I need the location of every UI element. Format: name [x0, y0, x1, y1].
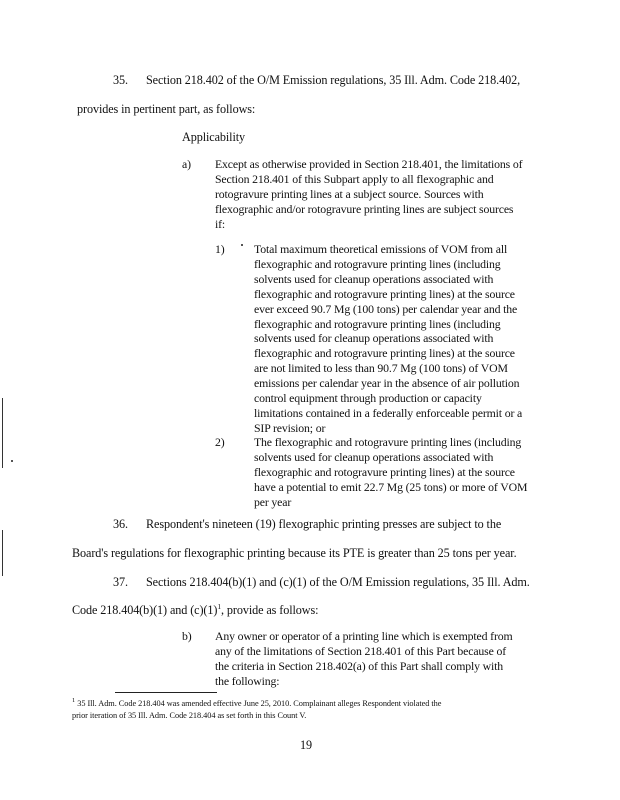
item-b-line: Any owner or operator of a printing line which is exempted from — [215, 629, 513, 643]
item-2-line: solvents used for cleanup operations associated with — [254, 449, 494, 464]
footnote-mark: 1 — [72, 697, 76, 705]
item-1-line: flexographic and rotogravure printing lines) at the source — [254, 346, 515, 361]
item-1-line: limitations contained in a federally enforceable permit or a — [254, 405, 523, 420]
item-2-line: The flexographic and rotogravure printing lines (including — [254, 435, 522, 449]
item-a-line: flexographic and/or rotogravure printing lines are subject sources — [215, 201, 514, 216]
footnote-text1: 35 Ill. Adm. Code 218.404 was amended effective June 25, 2010. Complainant alleges Respondent violated the — [77, 699, 442, 708]
item-1-line: are not limited to less than 90.7 Mg (100 tons) of VOM — [254, 361, 508, 376]
footnote-line1 — [72, 698, 441, 709]
item-2-text — [254, 435, 527, 510]
para35-line2: provides in pertinent part, as follows: — [77, 102, 256, 116]
footnote-line2: prior iteration of 35 Ill. Adm. Code 218.404 as set forth in this Count V. — [72, 711, 307, 720]
para36-number: 36. — [113, 517, 128, 531]
para35-number: 35. — [113, 73, 128, 87]
item-a-text — [215, 157, 522, 232]
item-1-line: flexographic and rotogravure printing lines) at the source — [254, 286, 515, 301]
para37-line1: Sections 218.404(b)(1) and (c)(1) of the O/M Emission regulations, 35 Ill. Adm. — [146, 575, 530, 589]
item-a-label: a) — [182, 157, 191, 171]
item-1-line: emissions per calendar year in the absence of air pollution — [254, 376, 520, 391]
item-1-line: SIP revision; or — [254, 420, 326, 435]
item-2-label: 2) — [215, 435, 225, 449]
item-1-line: flexographic and rotogravure printing lines (including — [254, 256, 501, 271]
para37-line2 — [72, 603, 318, 618]
item-1-line: solvents used for cleanup operations associated with — [254, 271, 494, 286]
scan-edge-mark — [2, 398, 3, 468]
para35-line1: Section 218.402 of the O/M Emission regulations, 35 Ill. Adm. Code 218.402, — [146, 73, 521, 87]
item-b-line: any of the limitations of Section 218.401 of this Part because of — [215, 643, 507, 658]
item-a-line: if: — [215, 216, 226, 231]
item-b-line: the following: — [215, 673, 280, 688]
item-a-line: Except as otherwise provided in Section 218.401, the limitations of — [215, 157, 523, 171]
item-b-label: b) — [182, 629, 192, 643]
item-1-label: 1) — [215, 242, 225, 256]
para37-line2-text: Code 218.404(b)(1) and (c)(1) — [72, 603, 218, 617]
footnote-reference[interactable]: 1 — [217, 601, 221, 611]
para37-number: 37. — [113, 575, 128, 589]
para36-line1: Respondent's nineteen (19) flexographic printing presses are subject to the — [146, 517, 502, 531]
section-heading: Applicability — [182, 130, 246, 144]
scan-speck — [11, 460, 13, 462]
scan-speck — [241, 244, 243, 246]
para36-line2: Board's regulations for flexographic printing because its PTE is greater than 25 tons per year. — [72, 546, 517, 560]
item-1-line: ever exceed 90.7 Mg (100 tons) per calendar year and the — [254, 301, 518, 316]
footnote-separator — [115, 692, 217, 693]
item-1-line: flexographic and rotogravure printing lines (including — [254, 316, 501, 331]
page-number: 19 — [300, 738, 312, 752]
item-2-line: have a potential to emit 22.7 Mg (25 tons) or more of VOM — [254, 479, 528, 494]
item-a-line: rotogravure printing lines at a subject source. Sources with — [215, 186, 484, 201]
item-2-line: flexographic and rotogravure printing lines) at the source — [254, 464, 515, 479]
item-b-line: the criteria in Section 218.402(a) of this Part shall comply with — [215, 658, 504, 673]
item-2-line: per year — [254, 494, 292, 509]
item-1-line: control equipment through production or capacity — [254, 391, 482, 406]
item-b-text — [215, 629, 513, 689]
para37-line2-end: , provide as follows: — [221, 603, 319, 617]
item-1-line: solvents used for cleanup operations associated with — [254, 331, 494, 346]
item-1-line: Total maximum theoretical emissions of VOM from all — [254, 242, 508, 256]
scan-edge-mark — [2, 530, 3, 576]
item-a-line: Section 218.401 of this Subpart apply to all flexographic and — [215, 171, 494, 186]
item-1-text — [254, 242, 522, 436]
